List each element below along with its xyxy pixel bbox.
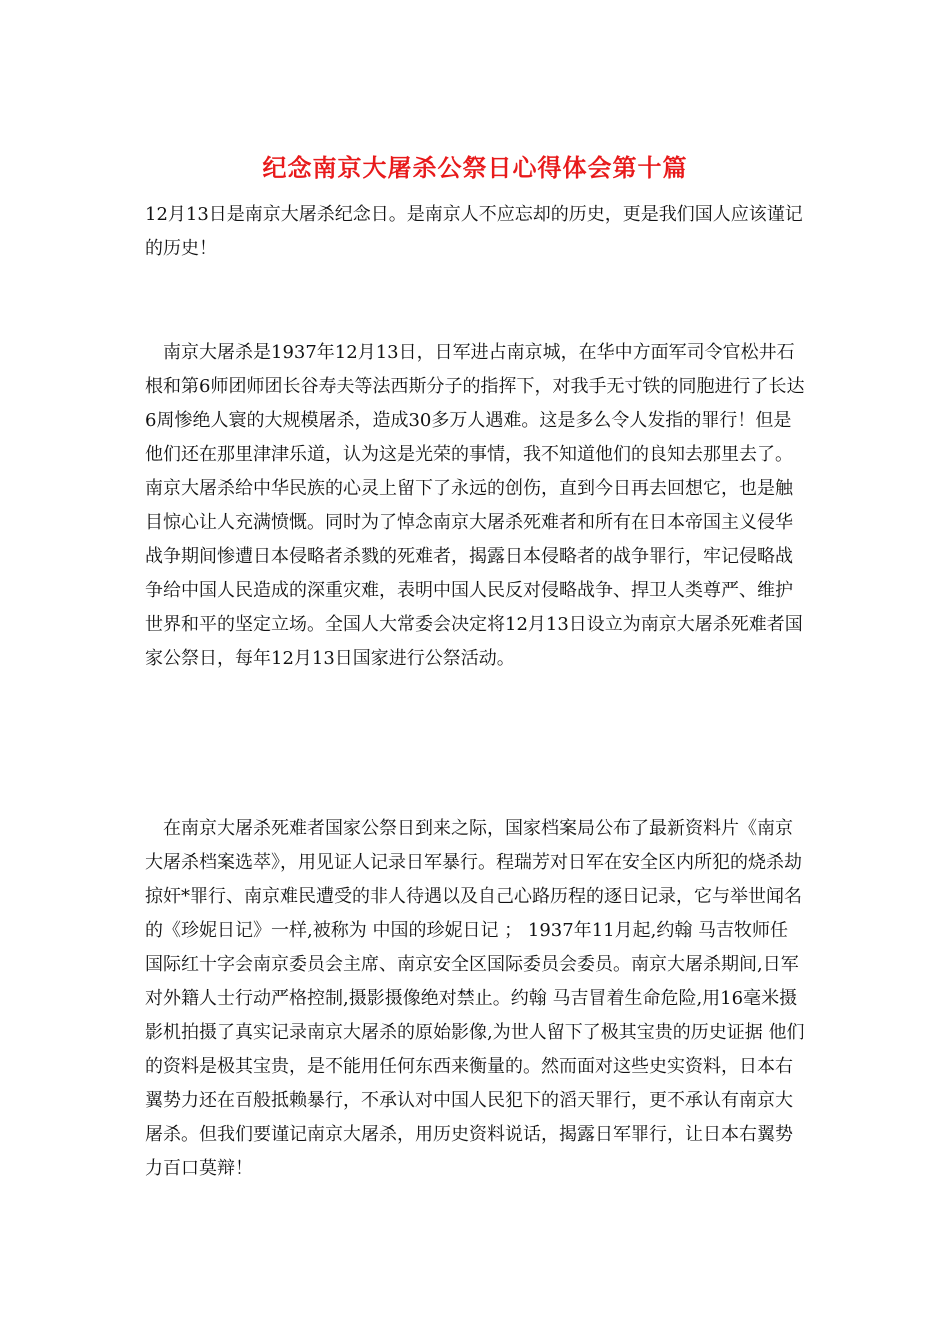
paragraph-history	[145, 336, 805, 676]
paragraph-text: 南京大屠杀是1937年12月13日，日军进占南京城，在华中方面军司令官松井石根和第6师团师团长谷寿夫等法西斯分子的指挥下，对我手无寸铁的同胞进行了长达6周惨绝人寰的大规模屠杀，造成30多万人遇难。这是多么令人发指的罪行！但是他们还在那里津津乐道，认为这是光荣的事情，我不知道他们的良知去那里去了。南京大屠杀给中华民族的心灵上留下了永远的创伤，直到今日再去回想它，也是触目惊心让人充满愤慨。同时为了悼念南京大屠杀死难者和所有在日本帝国主义侵华战争期间惨遭日本侵略者杀戮的死难者，揭露日本侵略者的战争罪行，牢记侵略战争给中国人民造成的深重灾难，表明中国人民反对侵略战争、捍卫人类尊严、维护世界和平的坚定立场。全国人大常委会决定将12月13日设立为南京大屠杀死难者国家公祭日，每年12月13日国家进行公祭活动。	[145, 342, 805, 669]
paragraph-text: 12月13日是南京大屠杀纪念日。是南京人不应忘却的历史，更是我们国人应该谨记的历史！	[145, 204, 803, 259]
document-title: 纪念南京大屠杀公祭日心得体会第十篇	[262, 154, 688, 182]
paragraph-archives	[145, 812, 805, 1186]
paragraph-intro	[145, 198, 805, 266]
paragraph-text: 在南京大屠杀死难者国家公祭日到来之际，国家档案局公布了最新资料片《南京大屠杀档案选萃》，用见证人记录日军暴行。程瑞芳对日军在安全区内所犯的烧杀劫掠奸*罪行、南京难民遭受的非人待遇以及自己心路历程的逐日记录，它与举世闻名的《珍妮日记》一样,被称为 中国的珍妮日记 ； 1937年11月起,约翰 马吉牧师任国际红十字会南京委员会主席、南京安全区国际委员会委员。南京大屠杀期间,日军对外籍人士行动严格控制,摄影摄像绝对禁止。约翰 马吉冒着生命危险,用16毫米摄影机拍摄了真实记录南京大屠杀的原始影像,为世人留下了极其宝贵的历史证据 他们的资料是极其宝贵，是不能用任何东西来衡量的。然而面对这些史实资料，日本右翼势力还在百般抵赖暴行，不承认对中国人民犯下的滔天罪行，更不承认有南京大屠杀。但我们要谨记南京大屠杀，用历史资料说话，揭露日军罪行，让日本右翼势力百口莫辩！	[145, 818, 805, 1179]
